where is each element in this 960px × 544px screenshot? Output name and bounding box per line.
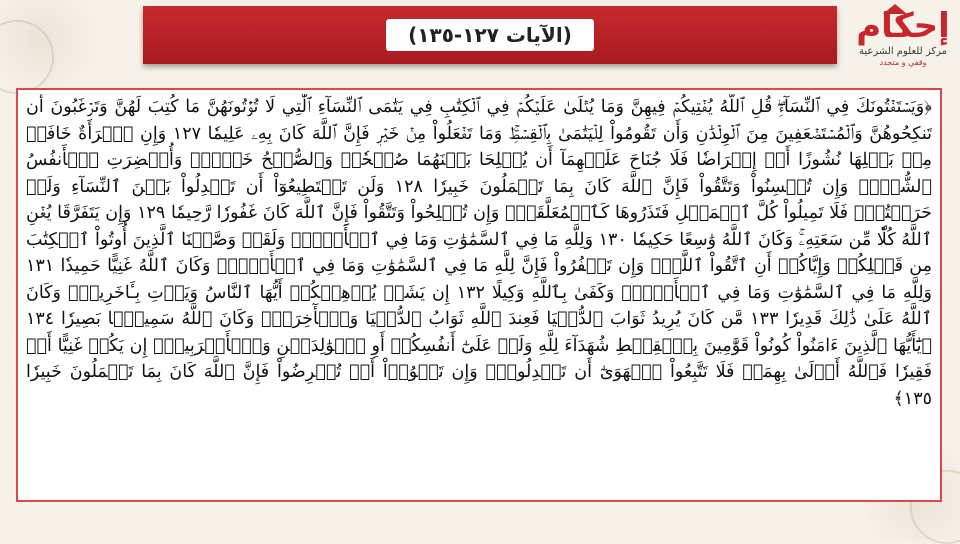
slide-title: (الآيات ١٢٧-١٣٥): [386, 19, 594, 51]
title-banner: [143, 6, 837, 64]
house-icon: [883, 4, 907, 14]
logo-tagline: وقفي و متجدد: [879, 58, 927, 67]
logo-mark: [853, 6, 953, 46]
logo-wordmark: إحكام: [856, 6, 950, 46]
logo-subtitle: مركز للعلوم الشرعية: [859, 46, 947, 57]
verses-text: ﴿وَيَسۡتَفۡتُونَكَ فِي ٱلنِّسَآءِۖ قُلِ ٱللَّهُ يُفۡتِيكُمۡ فِيهِنَّ وَمَا يُتۡلَىٰ عَلَيۡكُمۡ فِي ٱلۡكِتَٰبِ فِي يَتَٰمَى ٱلنِّسَآءِ ٱلَّٰتِي لَا تُؤۡتُونَهُنَّ مَا كُتِبَ لَهُنَّ وَتَرۡغَبُونَ أَن تَنكِحُوهُنَّ وَٱلۡمُسۡتَضۡعَفِينَ مِنَ ٱلۡوِلۡدَٰنِ وَأَن تَقُومُواْ لِلۡيَتَٰمَىٰ بِٱلۡقِسۡطِۚ وَمَا تَفۡعَلُواْ مِنۡ خَيۡرٖ فَإِنَّ ٱللَّهَ كَانَ بِهِۦ عَلِيمٗا ١٢٧ وَإِنِ ٱمۡرَأَةٌ خَافَتۡ مِنۢ بَعۡلِهَا نُشُوزًا أَوۡ إِعۡرَاضٗا فَلَا جُنَاحَ عَلَيۡهِمَآ أَن يُصۡلِحَا بَيۡنَهُمَا صُلۡحٗاۚ وَٱلصُّلۡحُ خَيۡرٞۗ وَأُحۡضِرَتِ ٱلۡأَنفُسُ ٱلشُّحَّۚ وَإِن تُحۡسِنُواْ وَتَتَّقُواْ فَإِنَّ ٱللَّهَ كَانَ بِمَا تَعۡمَلُونَ خَبِيرٗا ١٢٨ وَلَن تَسۡتَطِيعُوٓاْ أَن تَعۡدِلُواْ بَيۡنَ ٱلنِّسَآءِ وَلَوۡ حَرَصۡتُمۡۖ فَلَا تَمِيلُواْ كُلَّ ٱلۡمَيۡلِ فَتَذَرُوهَا كَٱلۡمُعَلَّقَةِۚ وَإِن تُصۡلِحُواْ وَتَتَّقُواْ فَإِنَّ ٱللَّهَ كَانَ غَفُورٗا رَّحِيمٗا ١٢٩ وَإِن يَتَفَرَّقَا يُغۡنِ ٱللَّهُ كُلّٗا مِّن سَعَتِهِۦۚ وَكَانَ ٱللَّهُ وَٰسِعًا حَكِيمٗا ١٣٠ وَلِلَّهِ مَا فِي ٱلسَّمَٰوَٰتِ وَمَا فِي ٱلۡأَرۡضِۗ وَلَقَدۡ وَصَّيۡنَا ٱلَّذِينَ أُوتُواْ ٱلۡكِتَٰبَ مِن قَبۡلِكُمۡ وَإِيَّاكُمۡ أَنِ ٱتَّقُواْ ٱللَّهَۚ وَإِن تَكۡفُرُواْ فَإِنَّ لِلَّهِ مَا فِي ٱلسَّمَٰوَٰتِ وَمَا فِي ٱلۡأَرۡضِۚ وَكَانَ ٱللَّهُ غَنِيًّا حَمِيدٗا ١٣١ وَلِلَّهِ مَا فِي ٱلسَّمَٰوَٰتِ وَمَا فِي ٱلۡأَرۡضِۚ وَكَفَىٰ بِٱللَّهِ وَكِيلًا ١٣٢ إِن يَشَأۡ يُذۡهِبۡكُمۡ أَيُّهَا ٱلنَّاسُ وَيَأۡتِ بِـَٔاخَرِينَۚ وَكَانَ ٱللَّهُ عَلَىٰ ذَٰلِكَ قَدِيرٗا ١٣٣ مَّن كَانَ يُرِيدُ ثَوَابَ ٱلدُّنۡيَا فَعِندَ ٱللَّهِ ثَوَابُ ٱلدُّنۡيَا وَٱلۡأٓخِرَةِۚ وَكَانَ ٱللَّهُ سَمِيعَۢا بَصِيرٗا ١٣٤ ۞يَٰٓأَيُّهَا ٱلَّذِينَ ءَامَنُواْ كُونُواْ قَوَّٰمِينَ بِٱلۡقِسۡطِ شُهَدَآءَ لِلَّهِ وَلَوۡ عَلَىٰٓ أَنفُسِكُمۡ أَوِ ٱلۡوَٰلِدَيۡنِ وَٱلۡأَقۡرَبِينَۚ إِن يَكُنۡ غَنِيًّا أَوۡ فَقِيرٗا فَٱللَّهُ أَوۡلَىٰ بِهِمَاۖ فَلَا تَتَّبِعُواْ ٱلۡهَوَىٰٓ أَن تَعۡدِلُواْۚ وَإِن تَلۡوُۥٓاْ أَوۡ تُعۡرِضُواْ فَإِنَّ ٱللَّهَ كَانَ بِمَا تَعۡمَلُونَ خَبِيرٗا ١٣٥﴾: [26, 97, 932, 409]
logo: [853, 6, 953, 68]
verses-panel: [16, 88, 942, 502]
